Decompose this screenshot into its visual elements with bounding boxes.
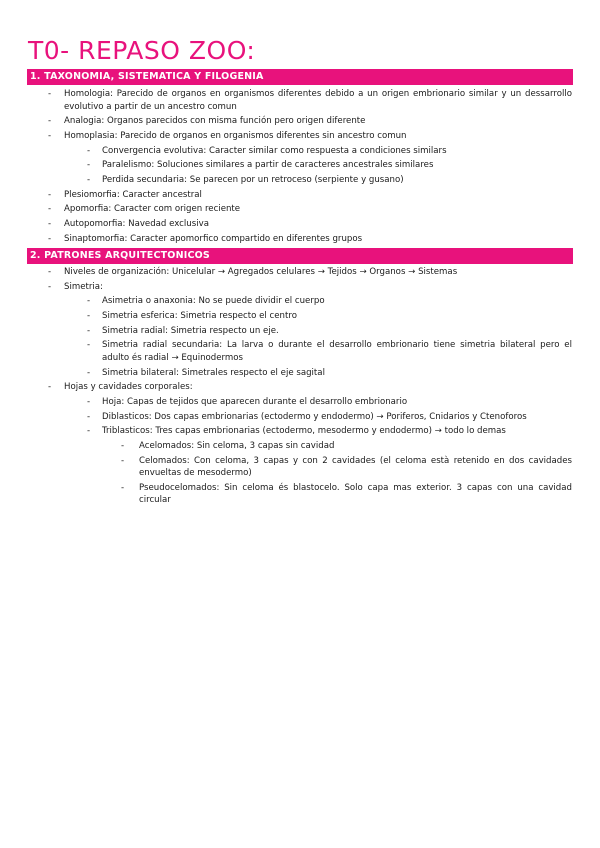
list-item: - Autopomorfia: Navedad exclusiva [0,218,600,231]
list-item: - Apomorfia: Caracter com origen reciente [0,203,600,216]
list-item: - Plesiomorfia: Caracter ancestral [0,189,600,202]
list-item: - Simetria radial secundaria: La larva o durante el desarrollo embrionario tiene simetria bilateral pero el adulto és radial → Equinodermos [0,339,600,364]
list-item: - Hoja: Capas de tejidos que aparecen durante el desarrollo embrionario [0,396,600,409]
list-item: - Analogia: Organos parecidos con misma función pero origen diferente [0,115,600,128]
section-heading-patrones: 2. PATRONES ARQUITECTONICOS [27,248,573,264]
list-item: - Acelomados: Sin celoma, 3 capas sin cavidad [0,440,600,453]
list-item: - Simetria radial: Simetria respecto un eje. [0,325,600,338]
list-item: - Simetria esferica: Simetria respecto el centro [0,310,600,323]
list-item: - Diblasticos: Dos capas embrionarias (ectodermo y endodermo) → Poriferos, Cnidarios y Ctenoforos [0,411,600,424]
section-list-patrones [0,266,600,509]
list-item: - Simetria bilateral: Simetrales respecto el eje sagital [0,367,600,380]
list-item: - Perdida secundaria: Se parecen por un retroceso (serpiente y gusano) [0,174,600,187]
list-item: - Simetria: [0,281,600,294]
list-item: - Homologia: Parecido de organos en organismos diferentes debido a un origen embrionario similar y un dessarrollo evolutivo a partir de un ancestro comun [0,88,600,113]
list-item: - Hojas y cavidades corporales: [0,381,600,394]
list-item: - Pseudocelomados: Sin celoma és blastocelo. Solo capa mas exterior. 3 capas con una cavidad circular [0,482,600,507]
list-item: - Sinaptomorfia: Caracter apomorfico compartido en diferentes grupos [0,233,600,246]
list-item: - Paralelismo: Soluciones similares a partir de caracteres ancestrales similares [0,159,600,172]
section-heading-taxonomia: 1. TAXONOMIA, SISTEMATICA Y FILOGENIA [27,69,573,85]
list-item: - Convergencia evolutiva: Caracter similar como respuesta a condiciones similars [0,145,600,158]
page-title: T0- REPASO ZOO: [28,36,256,65]
section-list-taxonomia [0,88,600,247]
list-item: - Niveles de organización: Unicelular → Agregados celulares → Tejidos → Organos → Sistemas [0,266,600,279]
list-item: - Homoplasia: Parecido de organos en organismos diferentes sin ancestro comun [0,130,600,143]
list-item: - Celomados: Con celoma, 3 capas y con 2 cavidades (el celoma està retenido en dos cavidades envueltas de mesodermo) [0,455,600,480]
list-item: - Triblasticos: Tres capas embrionarias (ectodermo, mesodermo y endodermo) → todo lo demas [0,425,600,438]
list-item: - Asimetria o anaxonia: No se puede dividir el cuerpo [0,295,600,308]
